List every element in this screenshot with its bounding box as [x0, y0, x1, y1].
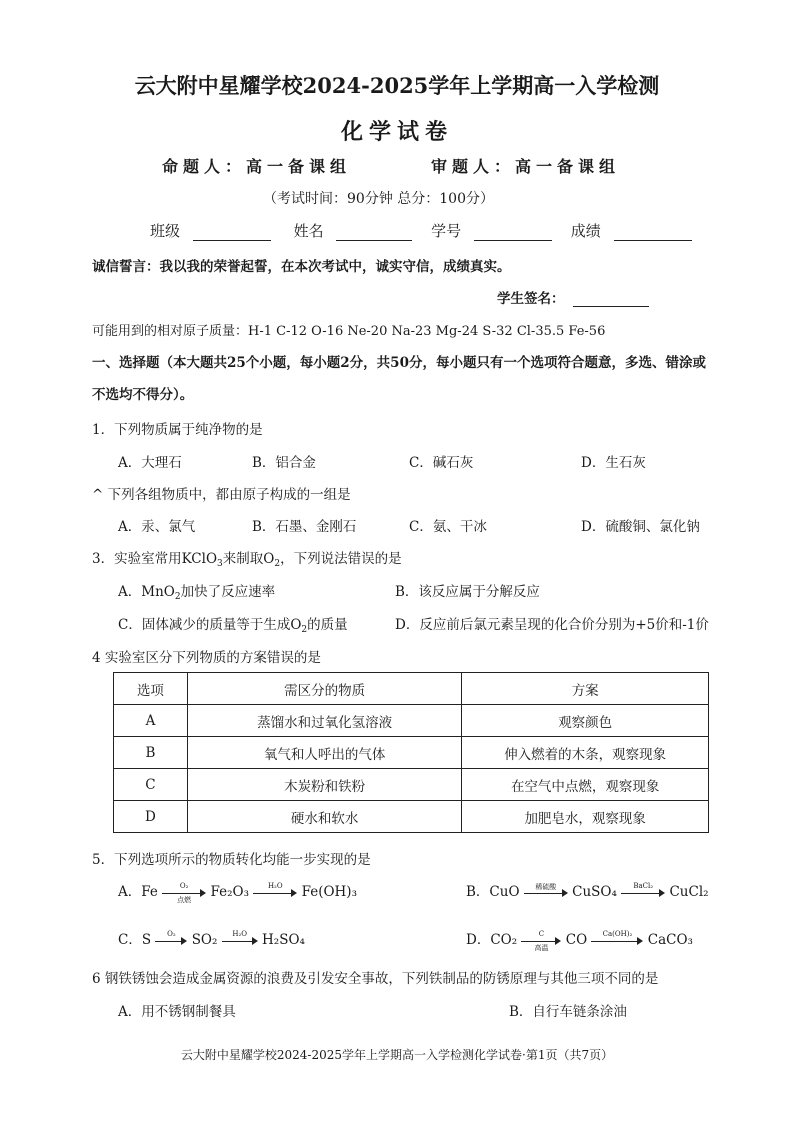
table-cell: 蒸馏水和过氧化氢溶液 [187, 705, 462, 737]
q3-option-a[interactable]: A．MnO$_2$加快了反应速率 [118, 584, 276, 602]
table-cell: A [114, 705, 188, 737]
signature-label: 学生签名： [497, 291, 565, 307]
table-cell: 在空气中点燃，观察现象 [462, 769, 709, 801]
signature-blank[interactable] [573, 290, 649, 307]
table-row [114, 737, 709, 769]
q3-option-c[interactable]: C．固体减少的质量等于生成$O_2$的质量 [118, 617, 348, 635]
reaction-arrow: O₂ [155, 934, 187, 948]
reaction-arrow: H₂O [222, 934, 258, 948]
honesty-pledge: 诚信誓言：我以我的荣誉起誓，在本次考试中，诚实守信，成绩真实。 [92, 259, 511, 275]
table-header-cell: 选项 [114, 673, 188, 705]
reaction-arrow: BaCl₂ [621, 886, 665, 900]
q1-option-a[interactable]: A．大理石 [118, 455, 182, 471]
section1-heading-line2: 不选均不得分）。 [92, 387, 194, 403]
info-fields [150, 220, 692, 241]
q5-option-a[interactable]: A．Fe O₂ 点燃 Fe₂O₃ H₂O Fe(OH)₃ [118, 881, 357, 904]
signature-row [497, 287, 649, 307]
q2-option-a[interactable]: A．汞、氯气 [118, 519, 196, 535]
id-blank[interactable] [474, 224, 552, 241]
q1-option-c[interactable]: C．碱石灰 [409, 455, 474, 471]
q6-option-a[interactable]: A．用不锈钢制餐具 [118, 1004, 236, 1020]
table-cell: 加肥皂水，观察现象 [462, 801, 709, 833]
score-blank[interactable] [614, 224, 692, 241]
page-footer: 云大附中星耀学校2024-2025学年上学期高一入学检测化学试卷·第1页（共7页） [180, 1048, 614, 1062]
table-row [114, 769, 709, 801]
reaction-arrow: C 高温 [521, 934, 561, 948]
q2-stem: ^ 下列各组物质中，都由原子构成的一组是 [92, 487, 351, 503]
score-label: 成绩 [570, 222, 601, 240]
section1-heading-line1: 一、选择题（本大题共25个小题，每小题2分，共50分，每小题只有一个选项符合题意，多选、错涂或 [92, 355, 706, 371]
q2-option-d[interactable]: D．硫酸铜、氯化钠 [581, 519, 700, 535]
q1-stem: 1．下列物质属于纯净物的是 [92, 422, 263, 438]
q5-option-d[interactable]: D．CO₂ C 高温 CO Ca(OH)₂ CaCO₃ [466, 929, 693, 952]
q4-table [113, 672, 709, 833]
table-cell: 木炭粉和铁粉 [187, 769, 462, 801]
subject-title: 化学试卷 [340, 119, 453, 145]
table-cell: 氧气和人呼出的气体 [187, 737, 462, 769]
table-cell: D [114, 801, 188, 833]
q1-option-b[interactable]: B．铝合金 [252, 455, 316, 471]
id-label: 学号 [431, 222, 462, 240]
name-label: 姓名 [293, 222, 324, 240]
reaction-arrow: 稀硫酸 [524, 886, 568, 900]
class-label: 班级 [150, 222, 181, 240]
table-cell: 观察颜色 [462, 705, 709, 737]
q5-stem: 5．下列选项所示的物质转化均能一步实现的是 [92, 852, 371, 868]
reaction-arrow: Ca(OH)₂ [591, 934, 643, 948]
q6-stem: 6 钢铁锈蚀会造成金属资源的浪费及引发安全事故，下列铁制品的防锈原理与其他三项不同的是 [92, 971, 659, 987]
exam-info: （考试时间：90分钟 总分：100分） [263, 191, 494, 207]
name-blank[interactable] [336, 224, 412, 241]
q3-option-d[interactable]: D．反应前后氯元素呈现的化合价分别为+5价和-1价 [395, 617, 709, 633]
table-header-cell: 方案 [462, 673, 709, 705]
table-cell: 硬水和软水 [187, 801, 462, 833]
q2-option-b[interactable]: B．石墨、金刚石 [252, 519, 357, 535]
q6-option-b[interactable]: B．自行车链条涂油 [509, 1004, 627, 1020]
table-cell: B [114, 737, 188, 769]
atomic-masses: 可能用到的相对原子质量：H-1 C-12 O-16 Ne-20 Na-23 Mg-24 S-32 Cl-35.5 Fe-56 [92, 324, 606, 339]
q5-option-c[interactable]: C．S O₂ SO₂ H₂O H₂SO₄ [118, 929, 305, 948]
table-cell: C [114, 769, 188, 801]
q4-stem: 4 实验室区分下列物质的方案错误的是 [92, 650, 321, 666]
q2-option-c[interactable]: C．氨、干冰 [409, 519, 487, 535]
q3-option-b[interactable]: B．该反应属于分解反应 [395, 584, 540, 600]
reviewer: 审题人：高一备课组 [431, 157, 621, 176]
table-header-row [114, 673, 709, 705]
reaction-arrow: H₂O [253, 886, 297, 900]
table-header-cell: 需区分的物质 [187, 673, 462, 705]
table-cell: 伸入燃着的木条，观察现象 [462, 737, 709, 769]
class-blank[interactable] [193, 224, 271, 241]
q5-option-b[interactable]: B．CuO 稀硫酸 CuSO₄ BaCl₂ CuCl₂ [466, 881, 709, 900]
q1-option-d[interactable]: D．生石灰 [581, 455, 646, 471]
table-row [114, 801, 709, 833]
table-row [114, 705, 709, 737]
exam-title: 云大附中星耀学校2024-2025学年上学期高一入学检测 [134, 73, 660, 98]
q3-stem: 3．实验室常用KClO$_3$来制取$O_2$，下列说法错误的是 [92, 551, 402, 569]
reaction-arrow: O₂ 点燃 [162, 886, 206, 900]
setter: 命题人：高一备课组 [162, 157, 352, 176]
